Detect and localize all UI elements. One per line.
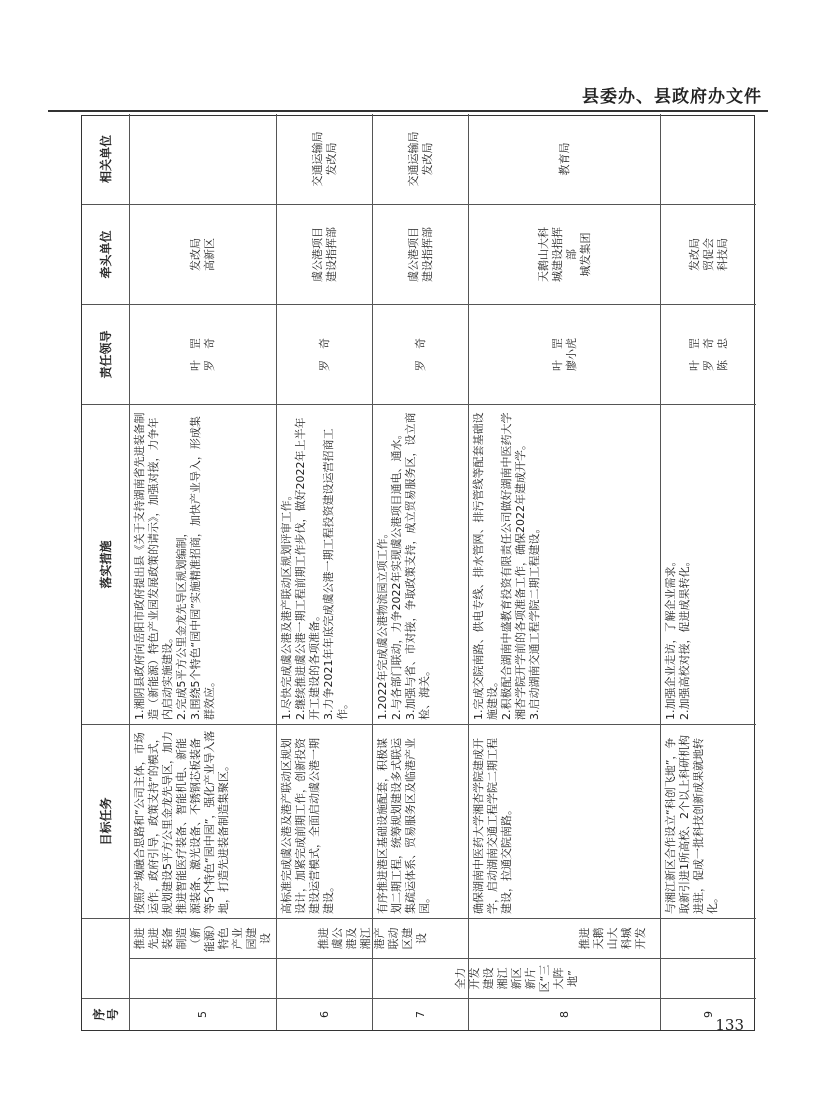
page-number: 133 — [715, 1016, 744, 1034]
measure-item: 3.启动湖南交通工程学院二期工程建设。 — [528, 522, 541, 720]
row-lead-units — [130, 204, 276, 304]
category-cell: 全力开发建设湘江新区新片区“三大阵地” — [277, 958, 756, 998]
row-target: 与湘江新区合作设立“科创飞地”，争取新引进1所高校、2个以上科研机构进驻，促成一批科技创新成果就地转化。 — [661, 724, 756, 918]
lead-unit: 天鹅山大科 — [536, 227, 550, 282]
table-row — [661, 114, 756, 1030]
row-measures — [130, 404, 276, 724]
row-related-units — [661, 114, 756, 204]
measure-item: 2.与各部门联动，力争2022年实现虞公港项目通电、通水。 — [390, 428, 403, 720]
measure-item: 2.积极配合湖南中盛教育投资有限责任公司做好湖南中医药大学湘杏学院开学前的各项准备工作，确保2022年建成开学。 — [500, 412, 527, 720]
row-leaders — [277, 304, 372, 404]
measure-item: 2.完成5平方公里金龙先导区规划编制， — [175, 526, 188, 720]
row-target: 高标准完成虞公港及港产联动区规划设计，加紧完成前期工作，创新投资建设运营模式，全面启动虞公港一期建设。 — [277, 724, 372, 918]
col-header-category — [82, 918, 129, 998]
related-unit: 发改局 — [420, 142, 434, 176]
col-header-no: 序号 — [82, 998, 129, 1030]
related-unit: 交通运输局 — [310, 131, 324, 187]
leader-name: 叶 罡 — [550, 338, 564, 371]
row-related-units — [469, 114, 660, 204]
lead-unit: 发改局 — [687, 238, 701, 271]
lead-unit: 贸促会 — [701, 238, 715, 271]
row-item: 推进天鹅山大科城开发 — [469, 918, 756, 958]
lead-unit: 虞公港项目 — [406, 227, 420, 282]
measure-item: 3.力争2021年年底完成虞公港一期工程投资建设运营招商工作。 — [322, 428, 349, 720]
row-item: 推进先进装备制造（新能源）特色产业园建设 — [130, 918, 276, 958]
measure-item: 1.尽快完成虞公港及港产联动区规划评审工作。 — [280, 489, 293, 720]
leader-name: 罗 奇 — [317, 338, 331, 371]
row-number: 6 — [277, 998, 372, 1030]
row-lead-units — [661, 204, 756, 304]
row-target: 按照产城融合思路和“公司主体，市场运作，政府引导，政策支持”的模式，规划建设5平方公里金龙先导区，加力推进智能医疗装备、智能机电、新能源装备、激光设备、不锈钢芯板装备等5个特色“园中园”，强化产业导入落地，打造先进装备制造集聚区。 — [130, 724, 276, 918]
row-leaders — [373, 304, 468, 404]
lead-unit: 城建设指挥 — [550, 227, 564, 282]
row-measures — [277, 404, 372, 724]
lead-unit: 发改局 — [189, 238, 202, 271]
lead-unit: 虞公港项目 — [310, 227, 324, 282]
leader-name: 叶 罡 — [189, 338, 202, 371]
measure-item: 3.加强与省、市对接，争取政策支持，成立贸易服务区，设立商检、海关。 — [404, 412, 431, 720]
lead-unit: 高新区 — [203, 238, 216, 271]
lead-unit: 建设指挥部 — [420, 227, 434, 282]
leader-name: 廖小虎 — [564, 338, 578, 371]
row-lead-units — [277, 204, 372, 304]
row-category-blank — [130, 958, 276, 998]
table-row — [130, 114, 277, 1030]
measure-item: 1.加强企业走访，了解企业需求。 — [664, 555, 677, 720]
col-header-measures: 落实措施 — [82, 404, 129, 724]
related-unit: 发改局 — [324, 142, 338, 176]
measure-item: 2.继续推进虞公港一期工程前期工作步伐，做好2022年上半年开工建设的各项准备。 — [294, 417, 321, 720]
measure-item: 2.加强高校对接，促进成果转化。 — [678, 555, 691, 720]
col-header-leader: 责任领导 — [82, 304, 129, 404]
row-related-units — [277, 114, 372, 204]
row-number: 9 — [661, 998, 756, 1030]
leader-name: 陈 忠 — [715, 338, 729, 371]
task-table — [81, 115, 755, 1031]
table-row — [469, 114, 661, 1030]
row-item: 推进虞公港及湘江港产联动区建设 — [277, 918, 469, 958]
header-title: 县委办、县政府办文件 — [582, 87, 762, 107]
measure-item: 1.2022年完成虞公港物流园立项工作。 — [376, 527, 389, 720]
measure-item: 3.围绕5个特色“园中园”实施精准招商，加快产业导入，形成集群效应。 — [189, 416, 216, 720]
row-related-units — [130, 114, 276, 204]
row-target: 有序推进港区基础设施配套，积极谋划二期工程，统筹规划建设多式联运集疏运体系、贸易服务区及临港产业园。 — [373, 724, 468, 918]
row-leaders — [661, 304, 756, 404]
leader-name: 罗 奇 — [203, 338, 216, 371]
row-number: 8 — [469, 998, 660, 1030]
row-measures — [469, 404, 660, 724]
row-measures — [373, 404, 468, 724]
table-header-row — [82, 114, 130, 1030]
measure-item: 1.完成交院南路、供电专线、排水管网、排污管线等配套基础设施建设。 — [472, 412, 499, 720]
row-target: 确保湖南中医药大学湘杏学院建成开学，启动湖南交通工程学院二期工程建设，拉通交院南路。 — [469, 724, 660, 918]
col-header-lead-unit: 牵头单位 — [82, 204, 129, 304]
lead-unit: 建设指挥部 — [324, 227, 338, 282]
lead-unit: 部 — [564, 249, 578, 260]
related-unit: 交通运输局 — [406, 131, 420, 187]
table-row — [373, 114, 469, 1030]
related-unit: 教育局 — [557, 142, 571, 176]
leader-name: 罗 奇 — [701, 338, 715, 371]
row-lead-units — [373, 204, 468, 304]
row-related-units — [373, 114, 468, 204]
row-leaders — [469, 304, 660, 404]
col-header-related-unit: 相关单位 — [98, 135, 113, 184]
document-header — [48, 80, 768, 112]
row-number: 5 — [130, 998, 276, 1030]
col-header-target: 目标任务 — [82, 724, 129, 918]
row-number: 7 — [373, 998, 468, 1030]
row-leaders — [130, 304, 276, 404]
row-lead-units — [469, 204, 660, 304]
lead-unit: 城发集团 — [578, 232, 592, 277]
leader-name: 叶 罡 — [687, 338, 701, 371]
lead-unit: 科技局 — [715, 238, 729, 271]
measure-item: 1.湘阴县政府向岳阳市政府提出县《关于支持湖南省先进装备制造（新能源）特色产业园发展政策的请示》，加强对接，力争年内启动实施建设。 — [133, 412, 174, 720]
leader-name: 罗 奇 — [413, 338, 427, 371]
row-measures — [661, 404, 756, 724]
